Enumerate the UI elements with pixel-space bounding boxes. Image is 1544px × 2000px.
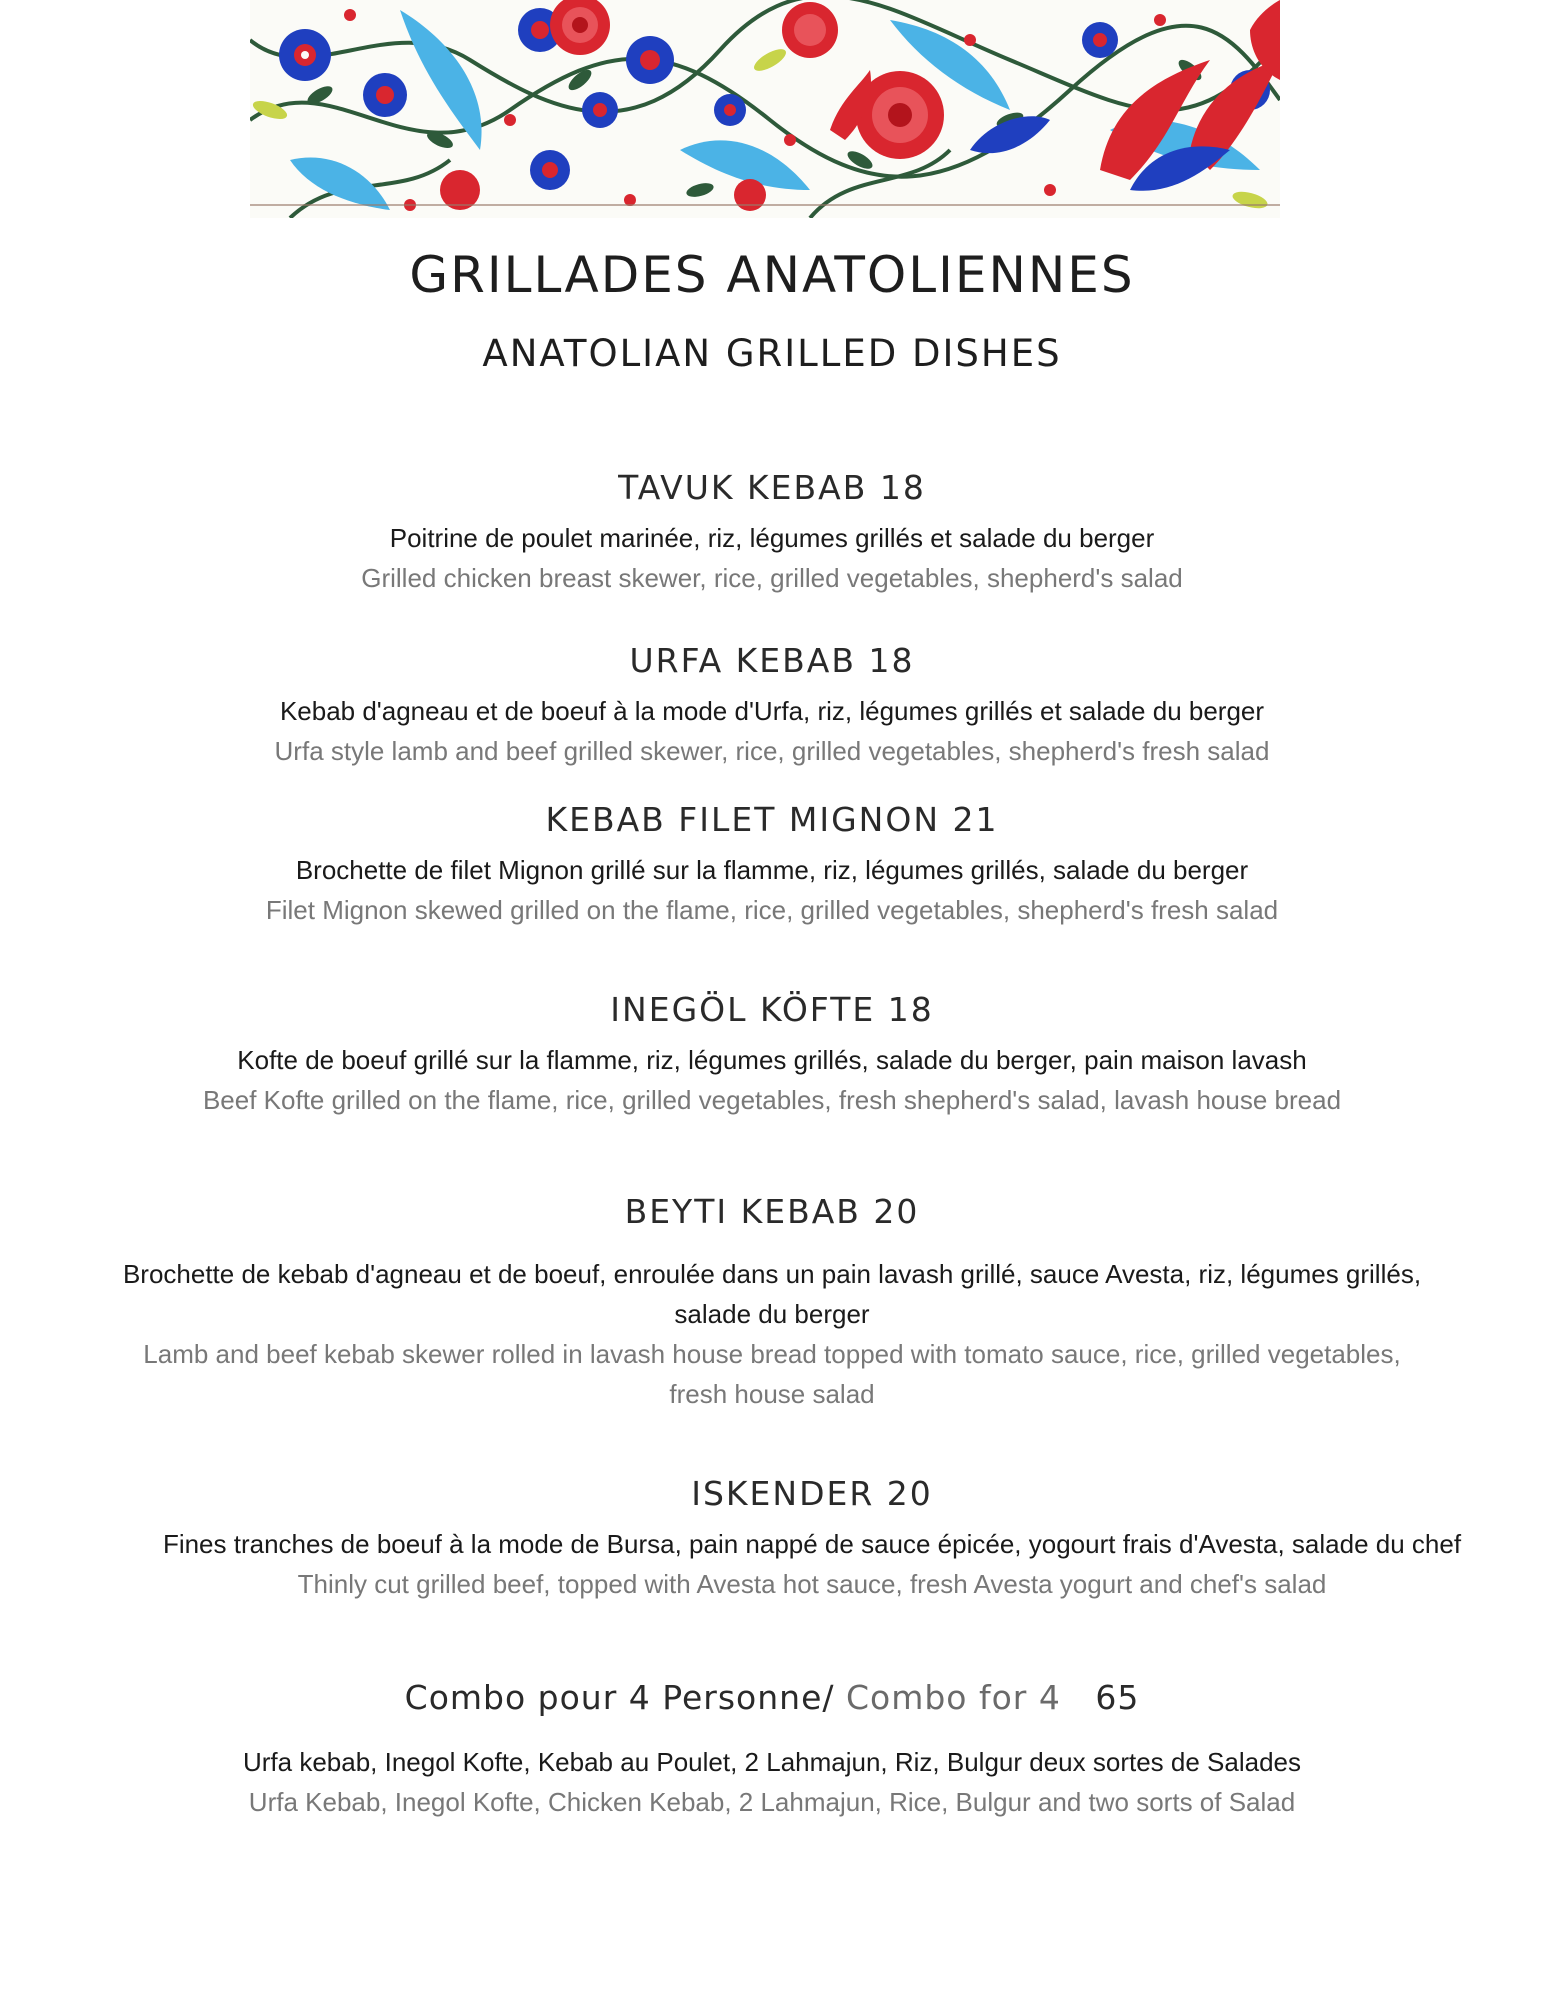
dish-description-fr: Brochette de kebab d'agneau et de boeuf, enroulée dans un pain lavash grillé, sauce Avesta, riz, légumes grillés, (122, 1259, 1422, 1289)
combo-name-en: Combo for 4 (845, 1678, 1061, 1717)
dish-description-fr: Kebab d'agneau et de boeuf à la mode d'Urfa, riz, légumes grillés et salade du berger (279, 696, 1265, 726)
dish-description-fr: Brochette de filet Mignon grillé sur la flamme, riz, légumes grillés, salade du berger (295, 855, 1249, 885)
dish-description-en: Filet Mignon skewed grilled on the flame, rice, grilled vegetables, shepherd's fresh salad (265, 895, 1279, 925)
dish-name: INEGÖL KÖFTE 18 (610, 990, 934, 1029)
combo-description-en: Urfa Kebab, Inegol Kofte, Chicken Kebab, 2 Lahmajun, Rice, Bulgur and two sorts of Salad (248, 1787, 1296, 1817)
dish-description-fr: Kofte de boeuf grillé sur la flamme, riz, légumes grillés, salade du berger, pain maison lavash (237, 1045, 1307, 1075)
combo-name (0, 1678, 1544, 1718)
dish-name: KEBAB FILET MIGNON 21 (545, 800, 999, 839)
combo-name-fr: Combo pour 4 Personne/ (404, 1678, 846, 1717)
dish-name: BEYTI KEBAB 20 (624, 1192, 920, 1231)
floral-tile-banner-icon (250, 0, 1280, 218)
dish-description-en: Lamb and beef kebab skewer rolled in lavash house bread topped with tomato sauce, rice, grilled vegetables, (143, 1339, 1401, 1369)
dish-description-en: Thinly cut grilled beef, topped with Avesta hot sauce, fresh Avesta yogurt and chef's salad (297, 1569, 1327, 1599)
menu-item-kebab-filet-mignon (0, 800, 1544, 930)
dish-name: TAVUK KEBAB 18 (618, 468, 926, 507)
dish-description-en: Urfa style lamb and beef grilled skewer, rice, grilled vegetables, shepherd's fresh salad (274, 736, 1270, 766)
dish-description-en-continued: fresh house salad (669, 1379, 875, 1409)
combo-price: 65 (1095, 1678, 1140, 1717)
page-title: GRILLADES ANATOLIENNES (409, 246, 1135, 304)
dish-description-fr-continued: salade du berger (674, 1299, 870, 1329)
page-subtitle: ANATOLIAN GRILLED DISHES (482, 332, 1062, 375)
menu-item-tavuk-kebab (0, 468, 1544, 598)
combo-description-fr: Urfa kebab, Inegol Kofte, Kebab au Poulet, 2 Lahmajun, Riz, Bulgur deux sortes de Salades (242, 1747, 1301, 1777)
menu-item-combo (0, 1678, 1544, 1822)
menu-item-urfa-kebab (0, 641, 1544, 771)
dish-name: URFA KEBAB 18 (629, 641, 915, 680)
floral-tile-banner (250, 0, 1280, 218)
dish-description-en: Grilled chicken breast skewer, rice, grilled vegetables, shepherd's salad (361, 563, 1183, 593)
dish-name: ISKENDER 20 (691, 1474, 933, 1513)
menu-item-beyti-kebab (0, 1192, 1544, 1414)
menu-item-iskender (40, 1474, 1544, 1604)
dish-description-en: Beef Kofte grilled on the flame, rice, grilled vegetables, fresh shepherd's salad, lavash house bread (202, 1085, 1342, 1115)
dish-description-fr: Fines tranches de boeuf à la mode de Bursa, pain nappé de sauce épicée, yogourt frais d'Avesta, salade du chef (162, 1529, 1462, 1559)
menu-item-inegol-kofte (0, 990, 1544, 1120)
dish-description-fr: Poitrine de poulet marinée, riz, légumes grillés et salade du berger (389, 523, 1155, 553)
